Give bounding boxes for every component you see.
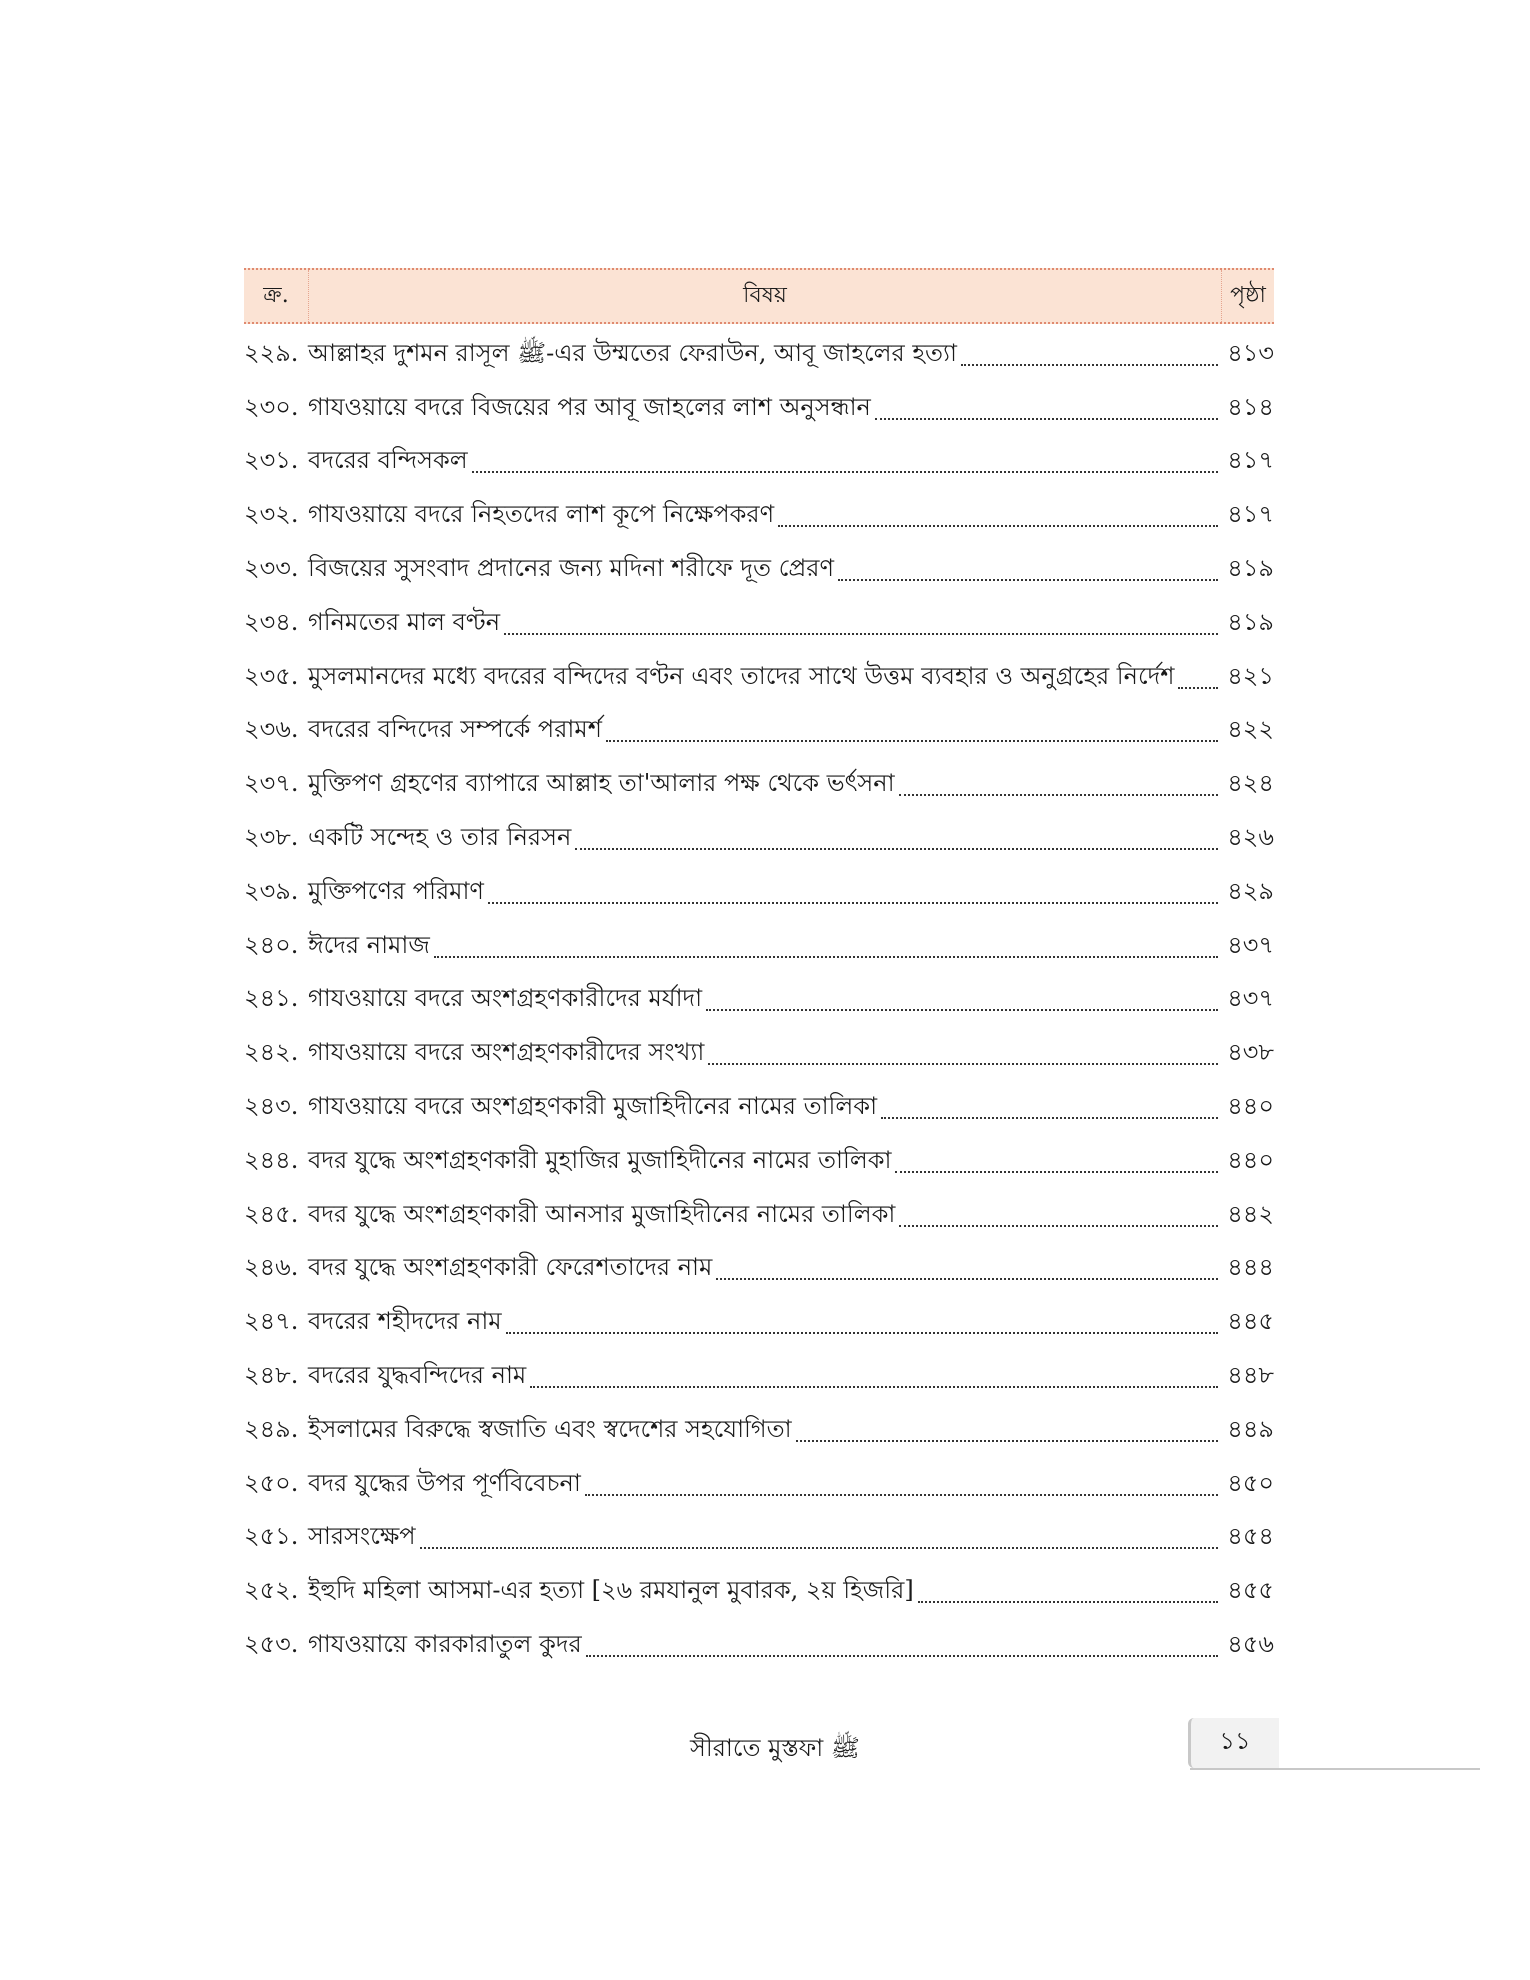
toc-row-serial: ২৪৫. — [244, 1199, 299, 1228]
toc-row-page[interactable]: ৪৫০ — [1227, 1468, 1274, 1497]
dot-leader — [575, 848, 1218, 850]
toc-row-title[interactable]: গাযওয়ায়ে বদরে অংশগ্রহণকারীদের মর্যাদা — [308, 984, 703, 1013]
toc-row-title[interactable]: বদরের শহীদদের নাম — [308, 1307, 502, 1336]
toc-row-serial: ২৩৩. — [244, 554, 299, 583]
toc-row-page[interactable]: ৪১৭ — [1227, 500, 1274, 529]
toc-row-page[interactable]: ৪২২ — [1227, 715, 1274, 744]
dot-leader — [708, 1063, 1218, 1065]
toc-row-serial: ২৩৪. — [244, 607, 299, 636]
toc-row-page[interactable]: ৪১৪ — [1227, 392, 1274, 421]
dot-leader — [796, 1440, 1218, 1442]
toc-row-page[interactable]: ৪৫৬ — [1227, 1630, 1274, 1659]
toc-row-serial: ২৪২. — [244, 1038, 299, 1067]
dot-leader — [875, 418, 1218, 420]
dot-leader — [585, 1494, 1218, 1496]
toc-row-serial: ২৪৭. — [244, 1307, 299, 1336]
toc-row-serial: ২৪৪. — [244, 1145, 299, 1174]
toc-row-page[interactable]: ৪৪০ — [1227, 1092, 1274, 1121]
dot-leader — [899, 794, 1218, 796]
toc-row-title[interactable]: বদর যুদ্ধে অংশগ্রহণকারী ফেরেশতাদের নাম — [308, 1253, 713, 1282]
toc-row-serial: ২৩১. — [244, 446, 299, 475]
dot-leader — [895, 1171, 1218, 1173]
toc-row[interactable] — [244, 436, 1274, 490]
dot-leader — [918, 1601, 1218, 1603]
toc-row-title[interactable]: বদর যুদ্ধের উপর পূর্ণবিবেচনা — [308, 1468, 581, 1497]
toc-row-serial: ২৫১. — [244, 1522, 299, 1551]
toc-row-serial: ২৪১. — [244, 984, 299, 1013]
dot-leader — [838, 579, 1218, 581]
footer-book-title: সীরাতে মুস্তফা ﷺ — [690, 1734, 860, 1762]
toc-row-title[interactable]: বদর যুদ্ধে অংশগ্রহণকারী আনসার মুজাহিদীনের নামের তালিকা — [308, 1199, 896, 1228]
toc-row-title[interactable]: গাযওয়ায়ে বদরে অংশগ্রহণকারী মুজাহিদীনের নামের তালিকা — [308, 1092, 878, 1121]
dot-leader — [881, 1117, 1218, 1119]
dot-leader — [586, 1655, 1218, 1657]
toc-row-page[interactable]: ৪৩৭ — [1227, 930, 1274, 959]
toc-row[interactable] — [244, 1404, 1274, 1458]
toc-row[interactable] — [244, 705, 1274, 759]
toc-row[interactable] — [244, 1135, 1274, 1189]
toc-row-serial: ২৩৭. — [244, 769, 299, 798]
dot-leader — [716, 1278, 1218, 1280]
toc-row-title[interactable]: একটি সন্দেহ ও তার নিরসন — [308, 823, 572, 852]
toc-row-page[interactable]: ৪২৪ — [1227, 769, 1274, 798]
toc-row-serial: ২৫৩. — [244, 1630, 299, 1659]
toc-row-title[interactable]: সারসংক্ষেপ — [308, 1522, 416, 1551]
toc-row-page[interactable]: ৪৫৪ — [1227, 1522, 1274, 1551]
toc-row-page[interactable]: ৪৩৭ — [1227, 984, 1274, 1013]
toc-row-serial: ২২৯. — [244, 338, 299, 367]
dot-leader — [504, 633, 1218, 635]
dot-leader — [961, 364, 1218, 366]
toc-row-title[interactable]: ঈদের নামাজ — [308, 930, 430, 959]
toc-row-title[interactable]: মুসলমানদের মধ্যে বদরের বন্দিদের বণ্টন এবং তাদের সাথে উত্তম ব্যবহার ও অনুগ্রহের নির্দেশ — [308, 661, 1175, 690]
toc-row-title[interactable]: বদরের যুদ্ধবন্দিদের নাম — [308, 1361, 527, 1390]
toc-row-title[interactable]: গনিমতের মাল বণ্টন — [308, 607, 501, 636]
toc-row[interactable] — [244, 1243, 1274, 1297]
toc-row-page[interactable]: ৪৪২ — [1227, 1199, 1274, 1228]
header-page: পৃষ্ঠা — [1230, 282, 1266, 308]
toc-row-title[interactable]: বদর যুদ্ধে অংশগ্রহণকারী মুহাজির মুজাহিদীনের নামের তালিকা — [308, 1145, 892, 1174]
toc-row[interactable] — [244, 382, 1274, 436]
toc-row-page[interactable]: ৪৪৫ — [1227, 1307, 1274, 1336]
toc-row-serial: ২৩৯. — [244, 876, 299, 905]
toc-row[interactable] — [244, 1512, 1274, 1566]
toc-row-title[interactable]: আল্লাহর দুশমন রাসূল ﷺ-এর উম্মতের ফেরাউন, আবূ জাহলের হত্যা — [308, 338, 957, 367]
page-number-tab — [1188, 1718, 1279, 1768]
dot-leader — [778, 525, 1218, 527]
dot-leader — [530, 1386, 1218, 1388]
toc-table — [244, 268, 1274, 1673]
toc-rows — [244, 328, 1274, 1673]
toc-row-serial: ২৩২. — [244, 500, 299, 529]
page-number: ১১ — [1219, 1727, 1251, 1755]
toc-row[interactable] — [244, 920, 1274, 974]
toc-row[interactable] — [244, 866, 1274, 920]
dot-leader — [488, 902, 1218, 904]
toc-row-title[interactable]: গাযওয়ায়ে বদরে নিহতদের লাশ কূপে নিক্ষেপকরণ — [308, 500, 775, 529]
toc-row-page[interactable]: ৪৫৫ — [1227, 1576, 1274, 1605]
toc-row-page[interactable]: ৪৪৪ — [1227, 1253, 1274, 1282]
toc-row-serial: ২৩৬. — [244, 715, 299, 744]
toc-row[interactable] — [244, 1619, 1274, 1673]
toc-row-title[interactable]: বিজয়ের সুসংবাদ প্রদানের জন্য মদিনা শরীফে দূত প্রেরণ — [308, 554, 834, 583]
toc-row-page[interactable]: ৪২৬ — [1227, 823, 1274, 852]
toc-row[interactable] — [244, 489, 1274, 543]
header-serial: ক্র. — [263, 282, 289, 308]
toc-row-serial: ২৫০. — [244, 1468, 299, 1497]
toc-row-page[interactable]: ৪২১ — [1227, 661, 1274, 690]
dot-leader — [472, 471, 1218, 473]
toc-row-title[interactable]: বদরের বন্দিসকল — [308, 446, 468, 475]
toc-row-serial: ২৩৮. — [244, 823, 299, 852]
dot-leader — [706, 1009, 1218, 1011]
dot-leader — [1178, 687, 1218, 689]
toc-row[interactable] — [244, 597, 1274, 651]
toc-row-title[interactable]: গাযওয়ায়ে বদরে বিজয়ের পর আবূ জাহলের লাশ অনুসন্ধান — [308, 392, 871, 421]
dot-leader — [899, 1225, 1218, 1227]
toc-row[interactable] — [244, 543, 1274, 597]
dot-leader — [434, 956, 1218, 958]
toc-row-page[interactable]: ৪১৯ — [1227, 607, 1274, 636]
dot-leader — [506, 1332, 1218, 1334]
toc-row-title[interactable]: ইসলামের বিরুদ্ধে স্বজাতি এবং স্বদেশের সহযোগিতা — [308, 1414, 792, 1443]
toc-row-page[interactable]: ৪৩৮ — [1227, 1038, 1274, 1067]
toc-row-title[interactable]: মুক্তিপণ গ্রহণের ব্যাপারে আল্লাহ তা'আলার পক্ষ থেকে ভর্ৎসনা — [308, 769, 895, 798]
toc-row-page[interactable]: ৪২৯ — [1227, 876, 1274, 905]
toc-row[interactable] — [244, 974, 1274, 1028]
toc-row[interactable] — [244, 1350, 1274, 1404]
dot-leader — [420, 1547, 1218, 1549]
toc-row[interactable] — [244, 1081, 1274, 1135]
toc-row-serial: ২৪৯. — [244, 1414, 299, 1443]
toc-row[interactable] — [244, 812, 1274, 866]
toc-row-title[interactable]: মুক্তিপণের পরিমাণ — [308, 876, 484, 905]
toc-row-page[interactable]: ৪৪৯ — [1227, 1414, 1274, 1443]
toc-row-serial: ২৩৫. — [244, 661, 299, 690]
toc-row-title[interactable]: গাযওয়ায়ে কারকারাতুল কুদর — [308, 1630, 582, 1659]
toc-row[interactable] — [244, 1189, 1274, 1243]
toc-row[interactable] — [244, 758, 1274, 812]
toc-row[interactable] — [244, 1027, 1274, 1081]
toc-header — [244, 268, 1274, 324]
toc-row[interactable] — [244, 328, 1274, 382]
toc-row-serial: ২৩০. — [244, 392, 299, 421]
toc-row-page[interactable]: ৪১৭ — [1227, 446, 1274, 475]
toc-row-title[interactable]: গাযওয়ায়ে বদরে অংশগ্রহণকারীদের সংখ্যা — [308, 1038, 705, 1067]
toc-row-serial: ২৪৮. — [244, 1361, 299, 1390]
toc-row[interactable] — [244, 1296, 1274, 1350]
toc-row-serial: ২৫২. — [244, 1576, 299, 1605]
toc-row-page[interactable]: ৪১৩ — [1227, 338, 1274, 367]
toc-row-serial: ২৪০. — [244, 930, 299, 959]
toc-row[interactable] — [244, 1458, 1274, 1512]
toc-row-title[interactable]: বদরের বন্দিদের সম্পর্কে পরামর্শ — [308, 715, 602, 744]
dot-leader — [606, 740, 1218, 742]
toc-row-page[interactable]: ৪১৯ — [1227, 554, 1274, 583]
toc-row-title[interactable]: ইহুদি মহিলা আসমা-এর হত্যা [২৬ রমযানুল মুবারক, ২য় হিজরি] — [308, 1576, 914, 1605]
toc-row[interactable] — [244, 1565, 1274, 1619]
toc-row-serial: ২৪৬. — [244, 1253, 299, 1282]
footer-rule — [1190, 1768, 1480, 1770]
toc-row-page[interactable]: ৪৪৮ — [1227, 1361, 1274, 1390]
toc-row[interactable] — [244, 651, 1274, 705]
toc-row-serial: ২৪৩. — [244, 1092, 299, 1121]
toc-row-page[interactable]: ৪৪০ — [1227, 1145, 1274, 1174]
header-subject: বিষয় — [308, 270, 1222, 322]
